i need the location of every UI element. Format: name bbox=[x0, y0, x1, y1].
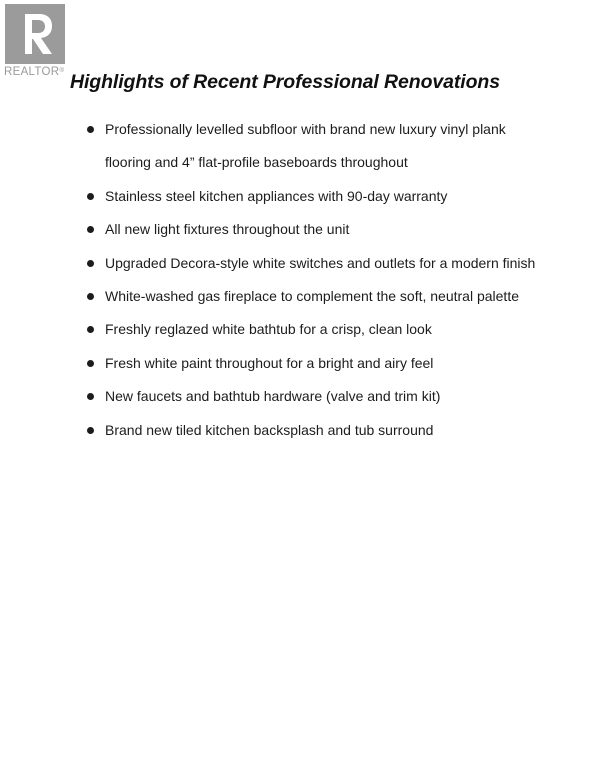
list-item-text: Professionally levelled subfloor with brand new luxury vinyl plank flooring and 4” flat-profile baseboards throughout bbox=[105, 121, 506, 171]
list-item bbox=[84, 414, 544, 447]
list-item bbox=[84, 213, 544, 246]
page-title: Highlights of Recent Professional Renovations bbox=[70, 71, 500, 93]
bullet-icon bbox=[87, 427, 94, 434]
list-item bbox=[84, 313, 544, 346]
list-item-text: Freshly reglazed white bathtub for a crisp, clean look bbox=[105, 321, 432, 338]
bullet-icon bbox=[87, 293, 94, 300]
bullet-icon bbox=[87, 126, 94, 133]
bullet-icon bbox=[87, 326, 94, 333]
bullet-icon bbox=[87, 260, 94, 267]
realtor-r-icon bbox=[5, 4, 65, 64]
list-item-text: Upgraded Decora-style white switches and outlets for a modern finish bbox=[105, 254, 536, 271]
bullet-icon bbox=[87, 226, 94, 233]
realtor-wordmark: REALTOR® bbox=[4, 66, 65, 78]
renovation-list bbox=[84, 113, 544, 447]
realtor-logo bbox=[4, 4, 70, 82]
list-item-text: Brand new tiled kitchen backsplash and tub surround bbox=[105, 421, 434, 438]
list-item-text: All new light fixtures throughout the unit bbox=[105, 221, 350, 238]
list-item bbox=[84, 380, 544, 413]
bullet-icon bbox=[87, 393, 94, 400]
bullet-icon bbox=[87, 360, 94, 367]
list-item bbox=[84, 280, 544, 313]
list-item bbox=[84, 347, 544, 380]
bullet-icon bbox=[87, 193, 94, 200]
list-item-text: White-washed gas fireplace to complement the soft, neutral palette bbox=[105, 288, 519, 305]
list-item bbox=[84, 113, 544, 180]
list-item-text: New faucets and bathtub hardware (valve and trim kit) bbox=[105, 388, 441, 405]
list-item-text: Fresh white paint throughout for a bright and airy feel bbox=[105, 354, 434, 371]
list-item-text: Stainless steel kitchen appliances with 90-day warranty bbox=[105, 187, 448, 204]
list-item bbox=[84, 180, 544, 213]
list-item bbox=[84, 247, 544, 280]
